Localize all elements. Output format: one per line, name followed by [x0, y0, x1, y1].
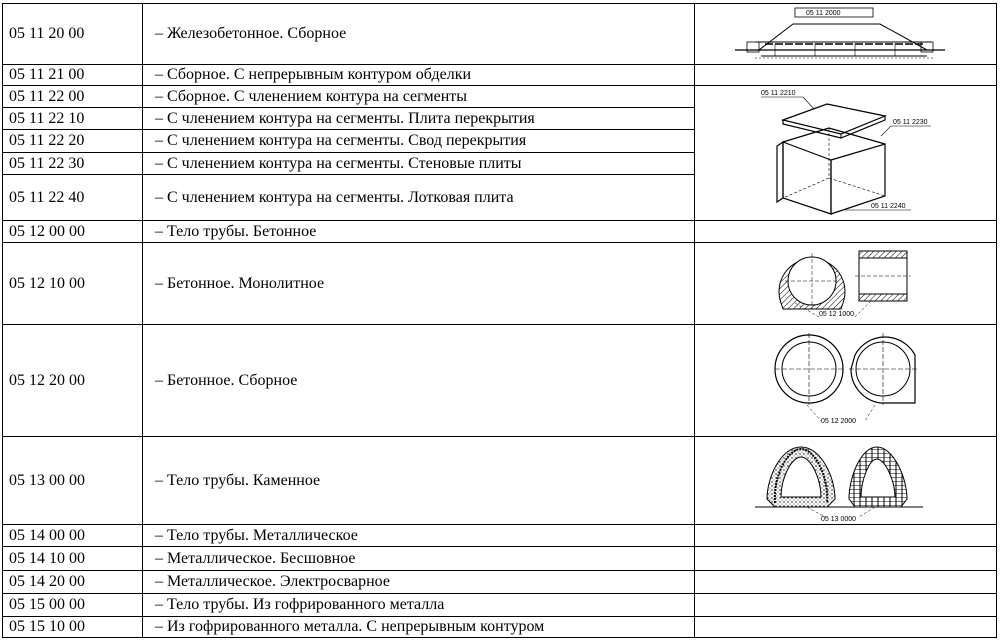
row-code: 05 14 00 00 — [3, 525, 143, 547]
row-code: 05 11 22 00 — [3, 86, 143, 108]
row-description: – Тело трубы. Металлическое — [143, 525, 695, 547]
row-code: 05 14 10 00 — [3, 547, 143, 571]
embankment-culvert-drawing — [695, 4, 997, 65]
empty-cell — [695, 571, 997, 594]
classification-table — [2, 3, 997, 638]
stone-pipe-drawing — [695, 437, 997, 525]
table-row — [3, 547, 997, 571]
row-description: – С членением контура на сегменты. Плита перекрытия — [143, 108, 695, 130]
row-description: – Сборное. С непрерывным контуром обделки — [143, 65, 695, 86]
row-code: 05 11 21 00 — [3, 65, 143, 86]
figure-cell — [695, 325, 997, 437]
row-description: – Сборное. С членением контура на сегменты — [143, 86, 695, 108]
fig5-label: 05 13 0000 — [821, 516, 857, 523]
table-row — [3, 65, 997, 86]
fig4-label: 05 12 2000 — [821, 418, 857, 425]
fig3-label: 05 12 1000 — [819, 311, 855, 318]
row-code: 05 11 22 30 — [3, 153, 143, 175]
table-row — [3, 221, 997, 243]
precast-pipe-drawing — [695, 325, 997, 437]
row-description: – Бетонное. Монолитное — [143, 243, 695, 325]
fig2-right-label: 05 11 2230 — [893, 119, 928, 126]
segmented-box-culvert-drawing — [695, 86, 997, 221]
empty-cell — [695, 547, 997, 571]
row-description: – Железобетонное. Сборное — [143, 4, 695, 65]
row-description: – Металлическое. Бесшовное — [143, 547, 695, 571]
table-row — [3, 525, 997, 547]
row-description: – С членением контура на сегменты. Лотковая плита — [143, 175, 695, 221]
row-code: 05 11 22 20 — [3, 130, 143, 153]
row-description: – Тело трубы. Бетонное — [143, 221, 695, 243]
empty-cell — [695, 221, 997, 243]
figure-cell — [695, 4, 997, 65]
row-description: – Из гофрированного металла. С непрерывным контуром — [143, 617, 695, 638]
row-code: 05 12 00 00 — [3, 221, 143, 243]
row-code: 05 12 10 00 — [3, 243, 143, 325]
table-row — [3, 86, 997, 108]
table-row — [3, 571, 997, 594]
table-row — [3, 617, 997, 638]
table-row — [3, 594, 997, 617]
fig2-top-label: 05 11 2210 — [761, 90, 796, 97]
table-row — [3, 437, 997, 525]
empty-cell — [695, 65, 997, 86]
empty-cell — [695, 617, 997, 638]
table-row — [3, 325, 997, 437]
row-description: – С членением контура на сегменты. Свод перекрытия — [143, 130, 695, 153]
figure-cell — [695, 243, 997, 325]
row-code: 05 15 00 00 — [3, 594, 143, 617]
row-description: – С членением контура на сегменты. Стеновые плиты — [143, 153, 695, 175]
row-code: 05 11 22 10 — [3, 108, 143, 130]
figure-cell — [695, 86, 997, 221]
row-code: 05 14 20 00 — [3, 571, 143, 594]
empty-cell — [695, 594, 997, 617]
table-row — [3, 4, 997, 65]
row-code: 05 13 00 00 — [3, 437, 143, 525]
monolithic-pipe-drawing — [695, 243, 997, 325]
row-description: – Бетонное. Сборное — [143, 325, 695, 437]
figure-cell — [695, 437, 997, 525]
row-code: 05 12 20 00 — [3, 325, 143, 437]
fig2-bottom-label: 05 11 2240 — [871, 203, 906, 210]
row-description: – Тело трубы. Из гофрированного металла — [143, 594, 695, 617]
empty-cell — [695, 525, 997, 547]
table-row — [3, 243, 997, 325]
row-description: – Металлическое. Электросварное — [143, 571, 695, 594]
row-code: 05 15 10 00 — [3, 617, 143, 638]
row-code: 05 11 20 00 — [3, 4, 143, 65]
fig1-label: 05 11 2000 — [806, 10, 841, 17]
row-description: – Тело трубы. Каменное — [143, 437, 695, 525]
row-code: 05 11 22 40 — [3, 175, 143, 221]
